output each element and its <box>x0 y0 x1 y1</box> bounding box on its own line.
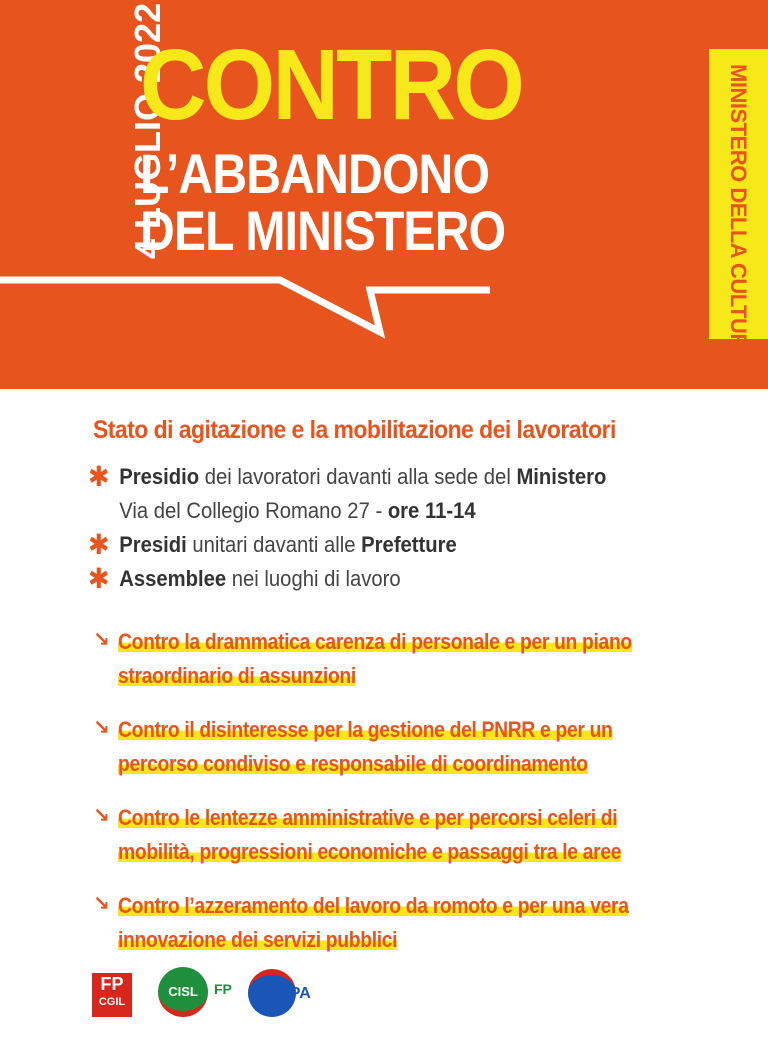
ministry-tag-label: MINISTERO DELLA CULTURA <box>726 64 751 365</box>
bullet-bold: Presidio <box>119 464 200 489</box>
claim-line: mobilità, progressioni economiche e passaggi tra le aree <box>118 839 622 864</box>
claim-line: Contro le lentezze amministrative e per percorsi celeri di <box>118 805 618 830</box>
claim-item <box>93 889 702 957</box>
bullet-item-presidi <box>88 528 606 562</box>
claim-line: straordinario di assunzioni <box>118 663 356 688</box>
bullet-address: Via del Collegio Romano 27 - ore 11-14 <box>119 498 476 523</box>
bullet-text: dei lavoratori davanti alla sede del <box>199 464 517 489</box>
claim-item <box>93 801 702 869</box>
speech-bubble-icon <box>0 270 500 340</box>
header-banner <box>0 0 768 389</box>
bullet-text: unitari davanti alle <box>186 532 362 557</box>
cisl-logo: CISL <box>158 967 208 1017</box>
asterisk-icon: ✱ <box>88 461 110 492</box>
bullet-bold: Ministero <box>516 464 607 489</box>
subtitle: Stato di agitazione e la mobilitazione dei lavoratori <box>93 416 616 444</box>
claims-list <box>93 625 702 977</box>
uilpa-logo-text: UILPA <box>264 985 311 1002</box>
title-line-3: DEL MINISTERO <box>140 199 506 262</box>
event-date: 4 LUGLIO 2022 <box>127 2 168 259</box>
asterisk-icon: ✱ <box>88 529 110 560</box>
bullet-text: nei luoghi di lavoro <box>226 566 401 591</box>
bullet-item-presidio <box>88 460 606 528</box>
union-logos <box>92 965 352 1025</box>
bullet-bold: Prefetture <box>361 532 457 557</box>
claim-line: Contro il disinteresse per la gestione del PNRR e per un <box>118 717 613 742</box>
cisl-fp-label: FP <box>214 981 232 997</box>
claim-line: percorso condiviso e responsabile di coordinamento <box>118 751 588 776</box>
title-line-1: CONTRO <box>140 29 523 141</box>
claim-item <box>93 713 702 781</box>
bullet-list <box>88 460 652 596</box>
bullet-bold: Assemblee <box>119 566 227 591</box>
claim-line: innovazione dei servizi pubblici <box>118 927 398 952</box>
arrow-down-right-icon: ↘ <box>93 893 110 915</box>
claim-line: Contro la drammatica carenza di personale e per un piano <box>118 629 632 654</box>
title-line-2: L’ABBANDONO <box>140 142 490 205</box>
fp-cgil-logo: FP CGIL <box>92 973 132 1017</box>
claim-line: Contro l’azzeramento del lavoro da romoto e per una vera <box>118 893 629 918</box>
arrow-down-right-icon: ↘ <box>93 717 110 739</box>
bullet-bold: Presidi <box>119 532 187 557</box>
asterisk-icon: ✱ <box>88 563 110 594</box>
arrow-down-right-icon: ↘ <box>93 805 110 827</box>
bullet-item-assemblee <box>88 562 606 596</box>
arrow-down-right-icon: ↘ <box>93 629 110 651</box>
claim-item <box>93 625 702 693</box>
